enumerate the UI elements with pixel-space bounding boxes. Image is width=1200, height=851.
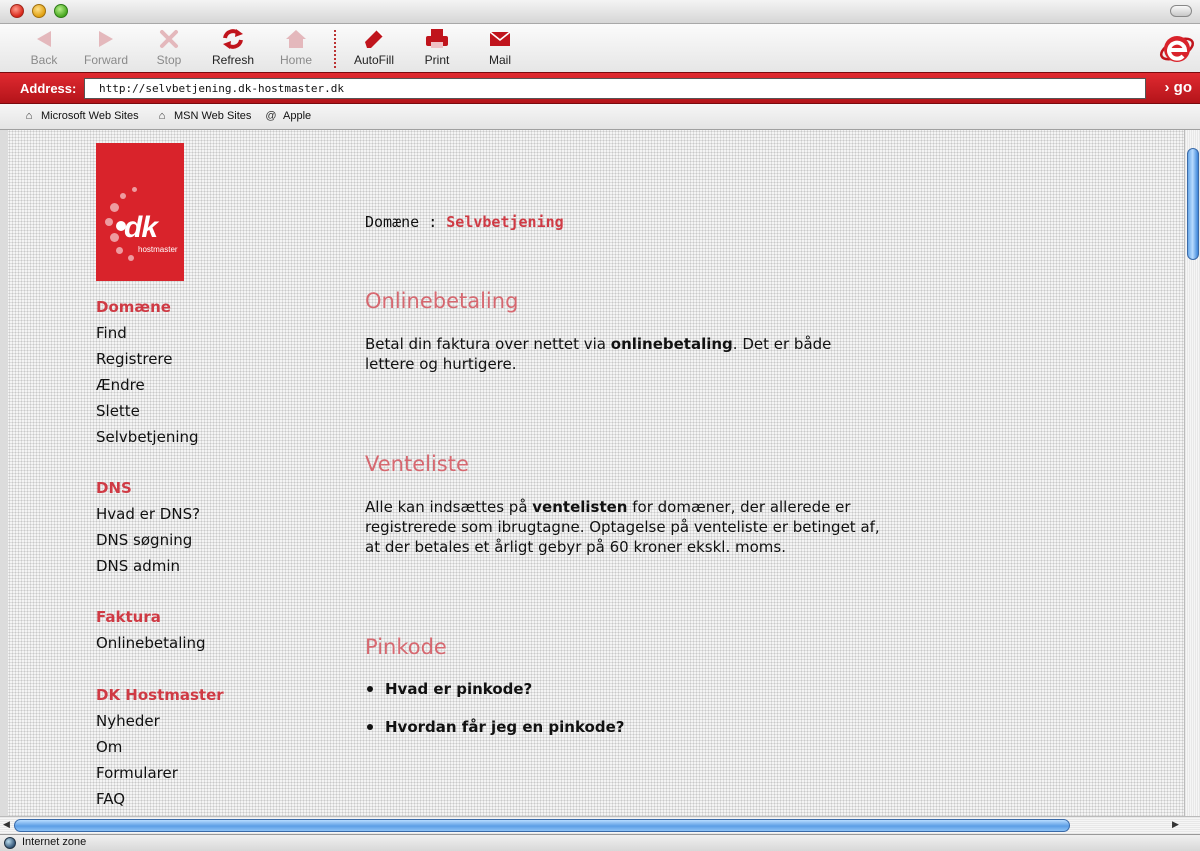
page-content [8, 130, 1184, 816]
mail-button[interactable] [470, 26, 530, 70]
favorites-bar [0, 104, 1200, 130]
breadcrumb-separator: : [428, 213, 438, 231]
refresh-icon [220, 26, 246, 52]
refresh-button[interactable] [203, 26, 263, 70]
nav-link-selvbetjening[interactable]: Selvbetjening [96, 428, 199, 446]
nav-link-onlinebetaling[interactable]: Onlinebetaling [96, 634, 206, 652]
nav-heading-domaene[interactable]: Domæne [96, 298, 171, 316]
window-left-edge [0, 130, 8, 816]
nav-link-find[interactable]: Find [96, 324, 127, 342]
breadcrumb-parent[interactable]: Domæne [365, 213, 420, 231]
breadcrumb [365, 213, 564, 231]
go-button[interactable]: › go [1164, 79, 1192, 96]
nav-heading-dns[interactable]: DNS [96, 479, 132, 497]
at-sign-icon: @ [265, 110, 277, 122]
nav-link-aendre[interactable]: Ændre [96, 376, 145, 394]
home-label: Home [279, 53, 312, 67]
mail-label: Mail [488, 53, 511, 67]
section-title-pinkode: Pinkode [365, 635, 447, 659]
address-input[interactable]: http://selvbetjening.dk-hostmaster.dk [84, 78, 1146, 99]
nav-link-hvad-er-dns[interactable]: Hvad er DNS? [96, 505, 201, 523]
nav-link-om[interactable]: Om [96, 738, 123, 756]
folder-icon: ⌂ [158, 110, 166, 122]
link-hvordan-faar-jeg-pinkode[interactable]: Hvordan får jeg en pinkode? [385, 718, 625, 736]
print-button[interactable] [407, 26, 467, 70]
nav-heading-faktura[interactable]: Faktura [96, 608, 161, 626]
back-button[interactable] [14, 26, 74, 70]
bullet-icon [367, 724, 373, 730]
nav-link-registrere[interactable]: Registrere [96, 350, 173, 368]
scroll-left-arrow-icon[interactable]: ◀ [3, 820, 10, 830]
horizontal-scrollbar[interactable] [0, 816, 1200, 834]
close-window-button[interactable] [10, 4, 24, 18]
nav-link-nyheder[interactable]: Nyheder [96, 712, 160, 730]
list-item[interactable] [365, 680, 532, 698]
stop-label: Stop [156, 53, 182, 67]
go-label: go [1173, 79, 1192, 96]
nav-heading-dk-hostmaster[interactable]: DK Hostmaster [96, 686, 224, 704]
horizontal-scroll-thumb[interactable] [14, 819, 1070, 832]
toolbar-toggle-button[interactable] [1170, 5, 1192, 17]
section-title-venteliste: Venteliste [365, 452, 469, 476]
autofill-button[interactable] [344, 26, 404, 70]
nav-link-formularer[interactable]: Formularer [96, 764, 178, 782]
address-bar [0, 72, 1200, 104]
globe-icon [4, 837, 16, 849]
nav-link-faq[interactable]: FAQ [96, 790, 126, 808]
scroll-right-arrow-icon[interactable]: ▶ [1172, 820, 1179, 830]
back-arrow-icon [31, 26, 57, 52]
toolbar-separator [334, 30, 336, 68]
forward-button[interactable] [76, 26, 136, 70]
printer-icon [424, 26, 450, 52]
status-bar [0, 834, 1200, 851]
stop-button[interactable] [139, 26, 199, 70]
section-text-onlinebetaling: Betal din faktura over nettet via onlinebetaling. Det er både lettere og hurtigere. [365, 335, 832, 373]
mail-envelope-icon [487, 26, 513, 52]
security-zone-text: Internet zone [22, 836, 87, 848]
section-text-venteliste: Alle kan indsættes på ventelisten for domæner, der allerede er registrerede som ibrugtagne. Optagelse på venteliste er betinget af, at der betales et årligt gebyr på 60 kroner ekskl. moms. [365, 498, 880, 556]
nav-link-dns-soegning[interactable]: DNS søgning [96, 531, 193, 549]
address-label: Address: [20, 81, 77, 96]
logo-dk-text: dk [124, 211, 158, 244]
vertical-scrollbar[interactable] [1184, 130, 1200, 816]
print-label: Print [424, 53, 450, 67]
home-button[interactable] [266, 26, 326, 70]
home-icon [283, 26, 309, 52]
favorite-apple[interactable]: @ Apple [265, 110, 312, 122]
breadcrumb-current: Selvbetjening [446, 213, 564, 231]
folder-icon: ⌂ [25, 110, 33, 122]
link-onlinebetaling[interactable]: onlinebetaling [610, 335, 733, 353]
refresh-label: Refresh [211, 53, 255, 67]
vertical-scroll-thumb[interactable] [1187, 148, 1199, 260]
bullet-icon [367, 686, 373, 692]
autofill-pen-icon [361, 26, 387, 52]
link-hvad-er-pinkode[interactable]: Hvad er pinkode? [385, 680, 533, 698]
nav-link-slette[interactable]: Slette [96, 402, 140, 420]
autofill-label: AutoFill [353, 53, 394, 67]
window-titlebar [0, 0, 1200, 24]
dk-hostmaster-logo[interactable] [96, 143, 184, 281]
favorite-msn-web-sites[interactable]: ⌂ MSN Web Sites [155, 110, 251, 122]
list-item[interactable] [365, 718, 624, 736]
nav-link-dns-admin[interactable]: DNS admin [96, 557, 181, 575]
zoom-window-button[interactable] [54, 4, 68, 18]
link-ventelisten[interactable]: ventelisten [532, 498, 628, 516]
stop-x-icon [156, 26, 182, 52]
browser-toolbar [0, 24, 1200, 72]
forward-label: Forward [83, 53, 128, 67]
back-label: Back [30, 53, 58, 67]
section-title-onlinebetaling: Onlinebetaling [365, 289, 519, 313]
forward-arrow-icon [93, 26, 119, 52]
favorite-microsoft-web-sites[interactable]: ⌂ Microsoft Web Sites [22, 110, 139, 122]
internet-explorer-logo-icon [1158, 28, 1196, 68]
minimize-window-button[interactable] [32, 4, 46, 18]
logo-hostmaster-text: hostmaster [138, 245, 178, 254]
